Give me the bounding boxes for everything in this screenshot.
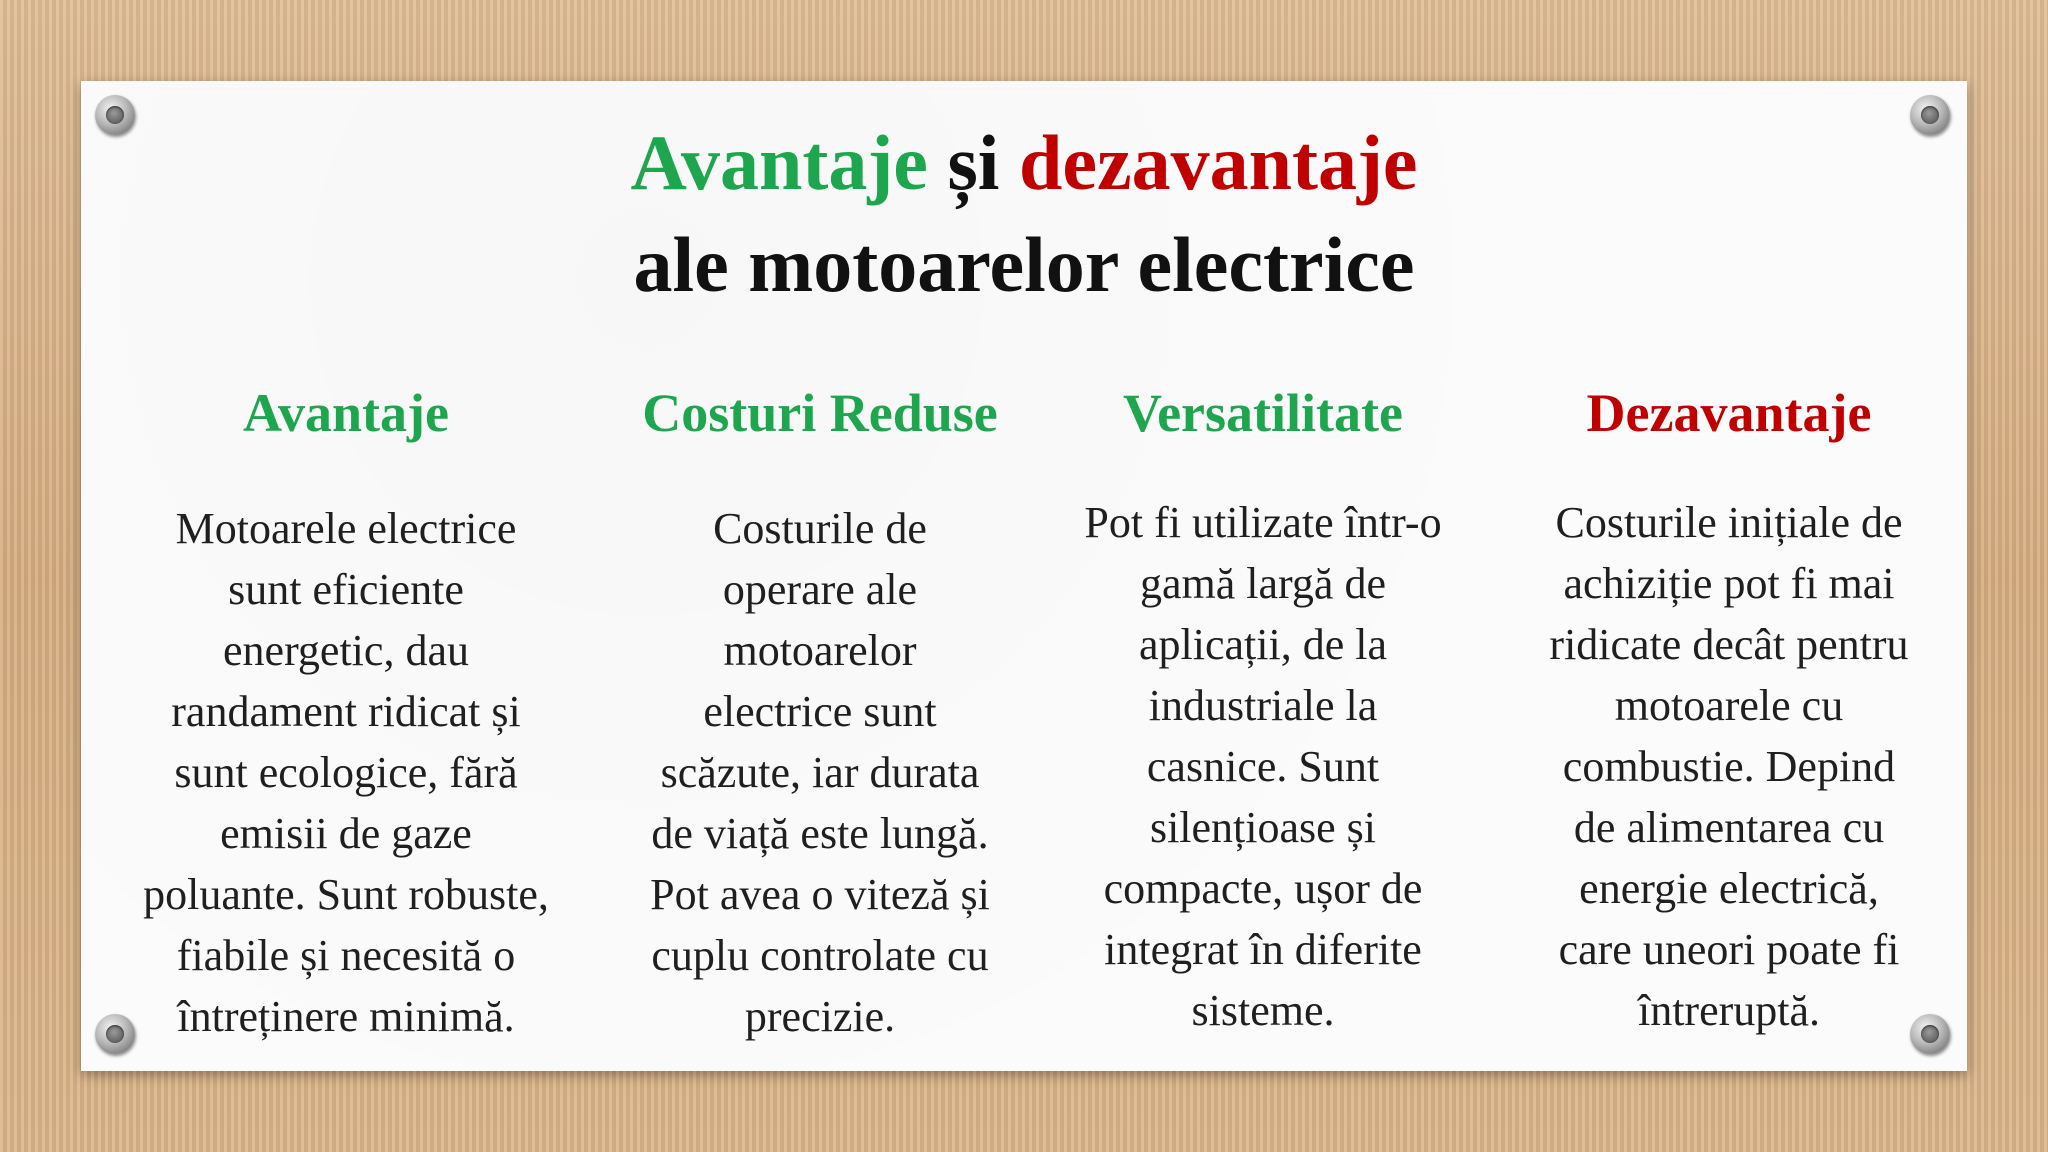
heading-avantaje: Avantaje (243, 383, 449, 443)
text-line: Pot avea o viteză și (650, 870, 990, 919)
text-line: sunt eficiente (228, 565, 464, 614)
text-line: de viață este lungă. (651, 809, 989, 858)
text-line: operare ale (722, 565, 918, 614)
text-line: Costurile de (713, 504, 927, 553)
text-line: randament ridicat și (171, 687, 521, 736)
column-avantaje-text (126, 498, 566, 1047)
text-line: care uneori poate fi (1558, 925, 1900, 974)
text-line: casnice. Sunt (1146, 742, 1380, 791)
text-line: Pot fi utilizate într-o (1084, 498, 1442, 547)
column-dezavantaje-text (1509, 492, 1949, 1041)
text-line: compacte, ușor de (1103, 864, 1423, 913)
text-line: industriale la (1148, 681, 1378, 730)
text-line: sunt ecologice, fără (174, 748, 518, 797)
column-versatilitate-text (1043, 492, 1483, 1041)
text-line: silențioase și (1149, 803, 1377, 852)
text-line: electrice sunt (703, 687, 937, 736)
title-advantages: Avantaje (630, 119, 928, 206)
text-line: de alimentarea cu (1573, 803, 1885, 852)
text-line: achiziție pot fi mai (1563, 559, 1895, 608)
text-line: poluante. Sunt robuste, (143, 870, 549, 919)
text-line: motoarelor (723, 626, 917, 675)
text-line: energetic, dau (223, 626, 469, 675)
slide-subtitle: ale motoarelor electrice (633, 221, 1415, 308)
text-line: întreținere minimă. (177, 992, 515, 1041)
text-line: Costurile inițiale de (1555, 498, 1903, 547)
column-costuri-reduse-text (600, 498, 1040, 1047)
text-line: sisteme. (1191, 986, 1335, 1035)
text-line: întreruptă. (1637, 986, 1821, 1035)
text-line: aplicații, de la (1139, 620, 1387, 669)
text-line: fiabile și necesită o (176, 931, 516, 980)
text-line: energie electrică, (1579, 864, 1879, 913)
text-line: precizie. (744, 992, 896, 1041)
title-disadvantages: dezavantaje (1018, 119, 1418, 206)
heading-dezavantaje: Dezavantaje (1586, 383, 1872, 443)
text-line: gamă largă de (1140, 559, 1386, 608)
heading-versatilitate: Versatilitate (1123, 383, 1403, 443)
text-line: scăzute, iar durata (660, 748, 980, 797)
text-line: ridicate decât pentru (1549, 620, 1909, 669)
text-line: motoarele cu (1614, 681, 1844, 730)
text-line: integrat în diferite (1104, 925, 1422, 974)
text-line: combustie. Depind (1562, 742, 1896, 791)
text-line: Motoarele electrice (175, 504, 517, 553)
heading-costuri-reduse: Costuri Reduse (642, 383, 998, 443)
slide-title (0, 118, 2048, 208)
text-line: cuplu controlate cu (651, 931, 989, 980)
title-and: și (947, 119, 1000, 206)
text-line: emisii de gaze (220, 809, 472, 858)
